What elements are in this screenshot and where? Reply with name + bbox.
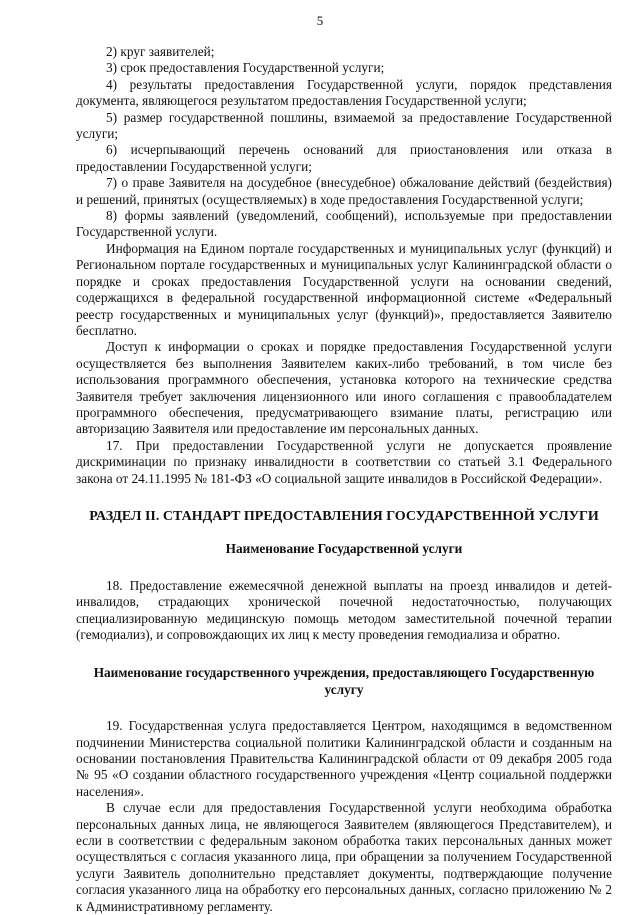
page-number: 5 (316, 13, 324, 28)
paragraph-portal-info: Информация на Едином портале государственных и муниципальных услуг (функций) и Региональном портале государственных и муниципальных услуг Калининградской области о порядке и сроках предоставления Государственной услуги на основании сведений, содержащихся в федеральной государственной информационной системе «Федеральный реестр государственных и муниципальных услуг (функций)», предоставляется Заявителю бесплатно. (76, 240, 612, 338)
paragraph-personal-data: В случае если для предоставления Государственной услуги необходима обработка персональных данных лица, не являющегося Заявителем (являющегося Представителем), и если в соответствии с федеральным законом обработка таких персональных данных может осуществляться с согласия указанного лица, при обращении за получением Государственной услуги Заявитель дополнительно представляет документы, подтверждающие получение согласия указанного лица на обработку его персональных данных, согласно приложению № 2 к Административному регламенту. (76, 800, 612, 914)
page-content (76, 44, 612, 915)
paragraph-18: 18. Предоставление ежемесячной денежной выплаты на проезд инвалидов и детей-инвалидов, страдающих хронической почечной недостаточностью, получающих специализированную медицинскую помощь методом заместительной почечной терапии (гемодиализ), и сопровождающих их лиц к месту проведения гемодиализа и обратно. (76, 577, 612, 642)
paragraph-17: 17. При предоставлении Государственной услуги не допускается проявление дискриминации по признаку инвалидности в соответствии со статьей 3.1 Федерального закона от 24.11.1995 № 181-ФЗ «О социальной защите инвалидов в Российской Федерации». (76, 437, 612, 486)
subtitle-service-name: Наименование Государственной услуги (225, 541, 463, 557)
list-item: 5) размер государственной пошлины, взимаемой за предоставление Государственной услуги; (76, 109, 612, 142)
list-item: 3) срок предоставления Государственной услуги; (106, 60, 385, 76)
list-item: 4) результаты предоставления Государственной услуги, порядок представления документа, являющегося результатом предоставления Государственной услуги; (76, 76, 612, 109)
list-item: 2) круг заявителей; (106, 44, 215, 59)
list-item: 8) формы заявлений (уведомлений, сообщений), используемые при предоставлении Государственной услуги. (76, 208, 612, 240)
subtitle-institution: Наименование государственного учреждения, предоставляющего Государственную услугу (93, 665, 595, 697)
section-title: РАЗДЕЛ II. СТАНДАРТ ПРЕДОСТАВЛЕНИЯ ГОСУДАРСТВЕННОЙ УСЛУГИ (89, 508, 599, 524)
paragraph-19: 19. Государственная услуга предоставляется Центром, находящимся в ведомственном подчинении Министерства социальной политики Калининградской области и созданным на основании постановления Правительства Калининградской области от 09 декабря 2005 года № 95 «О создании областного государственного учреждения «Центр социальной поддержки населения». (76, 718, 612, 799)
list-item: 6) исчерпывающий перечень оснований для приостановления или отказа в предоставлении Государственной услуги; (76, 142, 612, 174)
list-item: 7) о праве Заявителя на досудебное (внесудебное) обжалование действий (бездействия) и решений, принятых (осуществляемых) в ходе предоставления Государственной услуги; (76, 175, 612, 207)
paragraph-access-info: Доступ к информации о сроках и порядке предоставления Государственной услуги осуществляется без выполнения Заявителем каких-либо требований, в том числе без использования программного обеспечения, установка которого на технические средства Заявителя требует заключения лицензионного или иного соглашения с правообладателем программного обеспечения, предусматривающего взимание платы, регистрацию или авторизацию Заявителя или предоставление им персональных данных. (76, 339, 612, 437)
